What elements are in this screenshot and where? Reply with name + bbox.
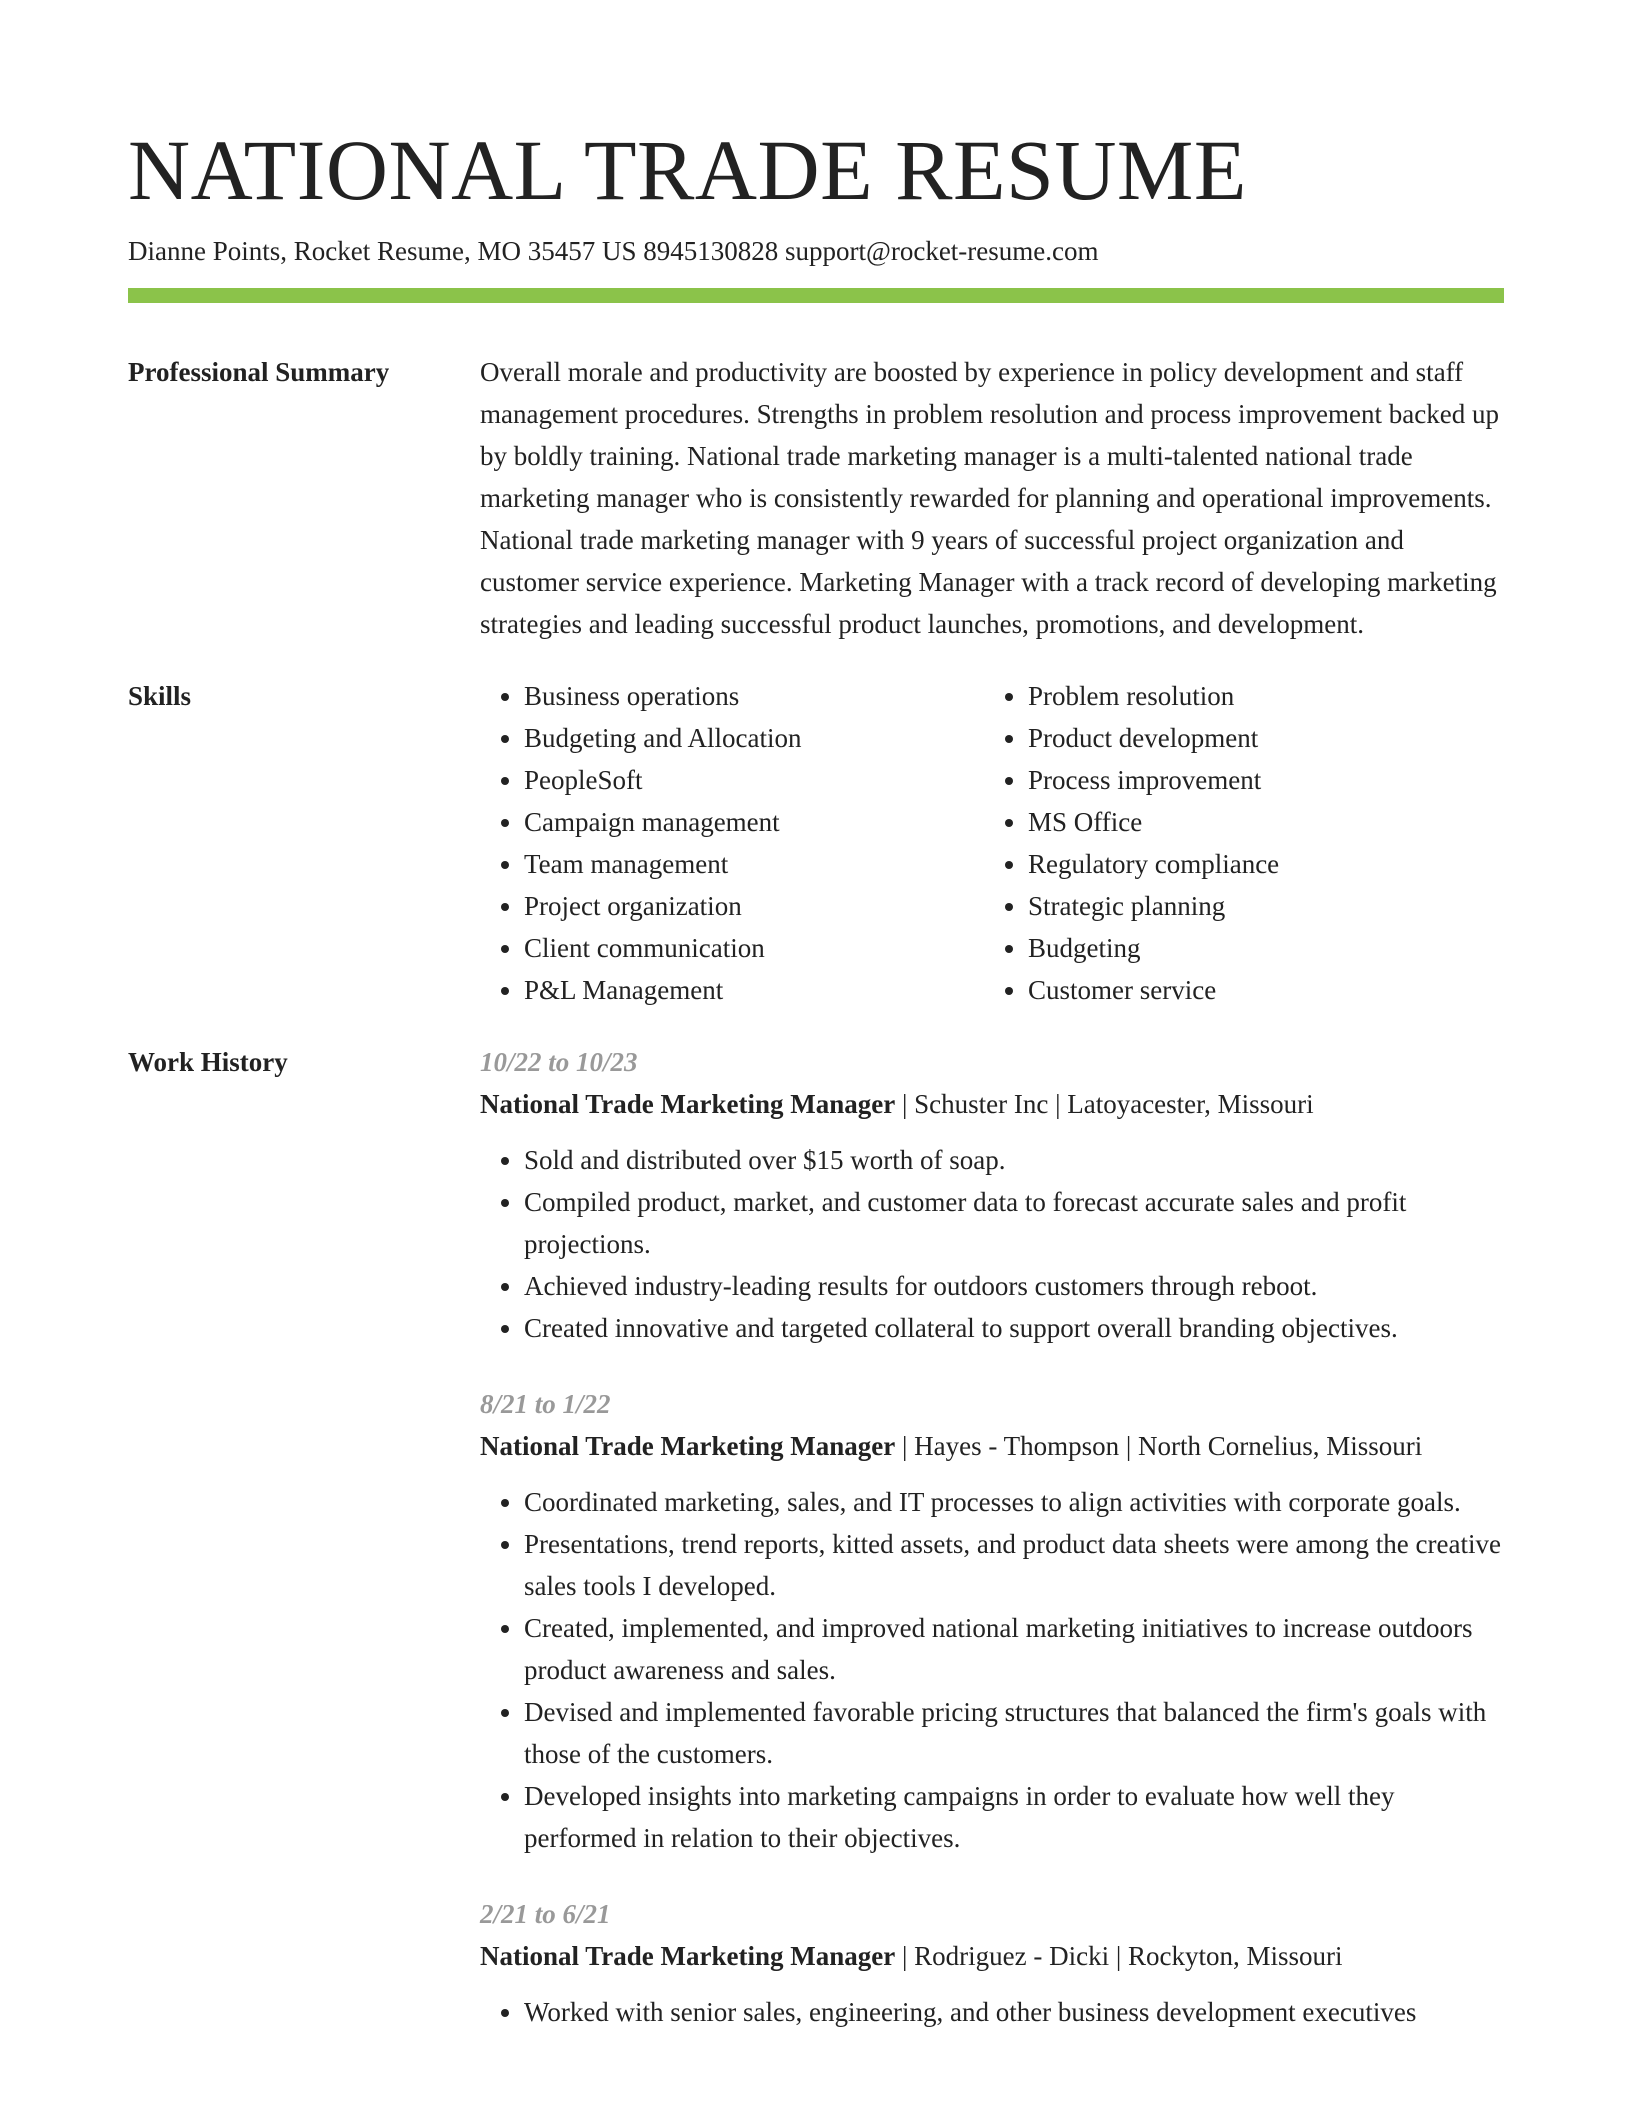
job-bullet: • Developed insights into marketing campaigns in order to evaluate how well they performed in relation to their objectives. (524, 1775, 1504, 1859)
job-bullet: • Achieved industry-leading results for outdoors customers through reboot. (524, 1265, 1504, 1307)
skill-item: • Team management (524, 843, 984, 885)
job-bullet: • Created innovative and targeted collateral to support overall branding objectives. (524, 1307, 1504, 1349)
job-bullet: • Compiled product, market, and customer data to forecast accurate sales and profit projections. (524, 1181, 1504, 1265)
skill-item: • Problem resolution (1028, 675, 1488, 717)
skill-item: • Process improvement (1028, 759, 1488, 801)
job-bullet: • Worked with senior sales, engineering, and other business development executives (524, 1991, 1504, 2033)
job-bullets (480, 1481, 1504, 1859)
work-history-section (128, 1041, 1504, 2067)
skill-item: • Business operations (524, 675, 984, 717)
skill-item: • Budgeting and Allocation (524, 717, 984, 759)
skills-list-left (480, 675, 984, 1011)
skill-item: • Project organization (524, 885, 984, 927)
job-entry (480, 1041, 1504, 1349)
skill-item: • Strategic planning (1028, 885, 1488, 927)
job-bullet: • Presentations, trend reports, kitted assets, and product data sheets were among the creative sales tools I developed. (524, 1523, 1504, 1607)
resume-page (128, 0, 1504, 2067)
skill-item: • Budgeting (1028, 927, 1488, 969)
job-bullet: • Devised and implemented favorable pricing structures that balanced the firm's goals with those of the customers. (524, 1691, 1504, 1775)
job-bullets (480, 1139, 1504, 1349)
skills-list-right (984, 675, 1488, 1011)
skill-item: • P&L Management (524, 969, 984, 1011)
job-details: | Rodriguez - Dicki | Rockyton, Missouri (895, 1941, 1343, 1971)
job-bullet: • Coordinated marketing, sales, and IT processes to align activities with corporate goals. (524, 1481, 1504, 1523)
skill-item: • Client communication (524, 927, 984, 969)
contact-line: Dianne Points, Rocket Resume, MO 35457 US 8945130828 support@rocket-resume.com (128, 236, 1099, 266)
skill-item: • PeopleSoft (524, 759, 984, 801)
job-details: | Hayes - Thompson | North Cornelius, Missouri (895, 1431, 1423, 1461)
job-entry (480, 1383, 1504, 1859)
job-bullet: • Sold and distributed over $15 worth of soap. (524, 1139, 1504, 1181)
job-title-line (480, 1083, 1504, 1125)
skill-item: • Campaign management (524, 801, 984, 843)
job-title-line (480, 1935, 1504, 1977)
skill-item: • Product development (1028, 717, 1488, 759)
job-entry (480, 1893, 1504, 2033)
summary-heading: Professional Summary (128, 357, 390, 387)
accent-divider (128, 288, 1504, 303)
summary-text: Overall morale and productivity are boosted by experience in policy development and staff management procedures. Strengths in problem resolution and process improvement backed up by boldly training. National trade marketing manager is a multi-talented national trade marketing manager who is consistently rewarded for planning and operational improvements. National trade marketing manager with 9 years of successful project organization and customer service experience. Marketing Manager with a track record of developing marketing strategies and leading successful product launches, promotions, and development. (480, 357, 1499, 639)
job-dates: 10/22 to 10/23 (480, 1047, 638, 1077)
job-title: National Trade Marketing Manager (480, 1089, 896, 1119)
job-dates: 2/21 to 6/21 (480, 1899, 611, 1929)
resume-title: NATIONAL TRADE RESUME (128, 122, 1247, 218)
skill-item: • MS Office (1028, 801, 1488, 843)
skills-section (128, 675, 1504, 1011)
job-dates: 8/21 to 1/22 (480, 1389, 611, 1419)
job-details: | Schuster Inc | Latoyacester, Missouri (895, 1089, 1314, 1119)
work-history-heading: Work History (128, 1047, 288, 1077)
job-title: National Trade Marketing Manager (480, 1431, 896, 1461)
job-title-line (480, 1425, 1504, 1467)
summary-section (128, 351, 1504, 645)
skill-item: • Regulatory compliance (1028, 843, 1488, 885)
job-bullet: • Created, implemented, and improved national marketing initiatives to increase outdoors product awareness and sales. (524, 1607, 1504, 1691)
job-title: National Trade Marketing Manager (480, 1941, 896, 1971)
skills-heading: Skills (128, 681, 192, 711)
job-bullets (480, 1991, 1504, 2033)
skill-item: • Customer service (1028, 969, 1488, 1011)
